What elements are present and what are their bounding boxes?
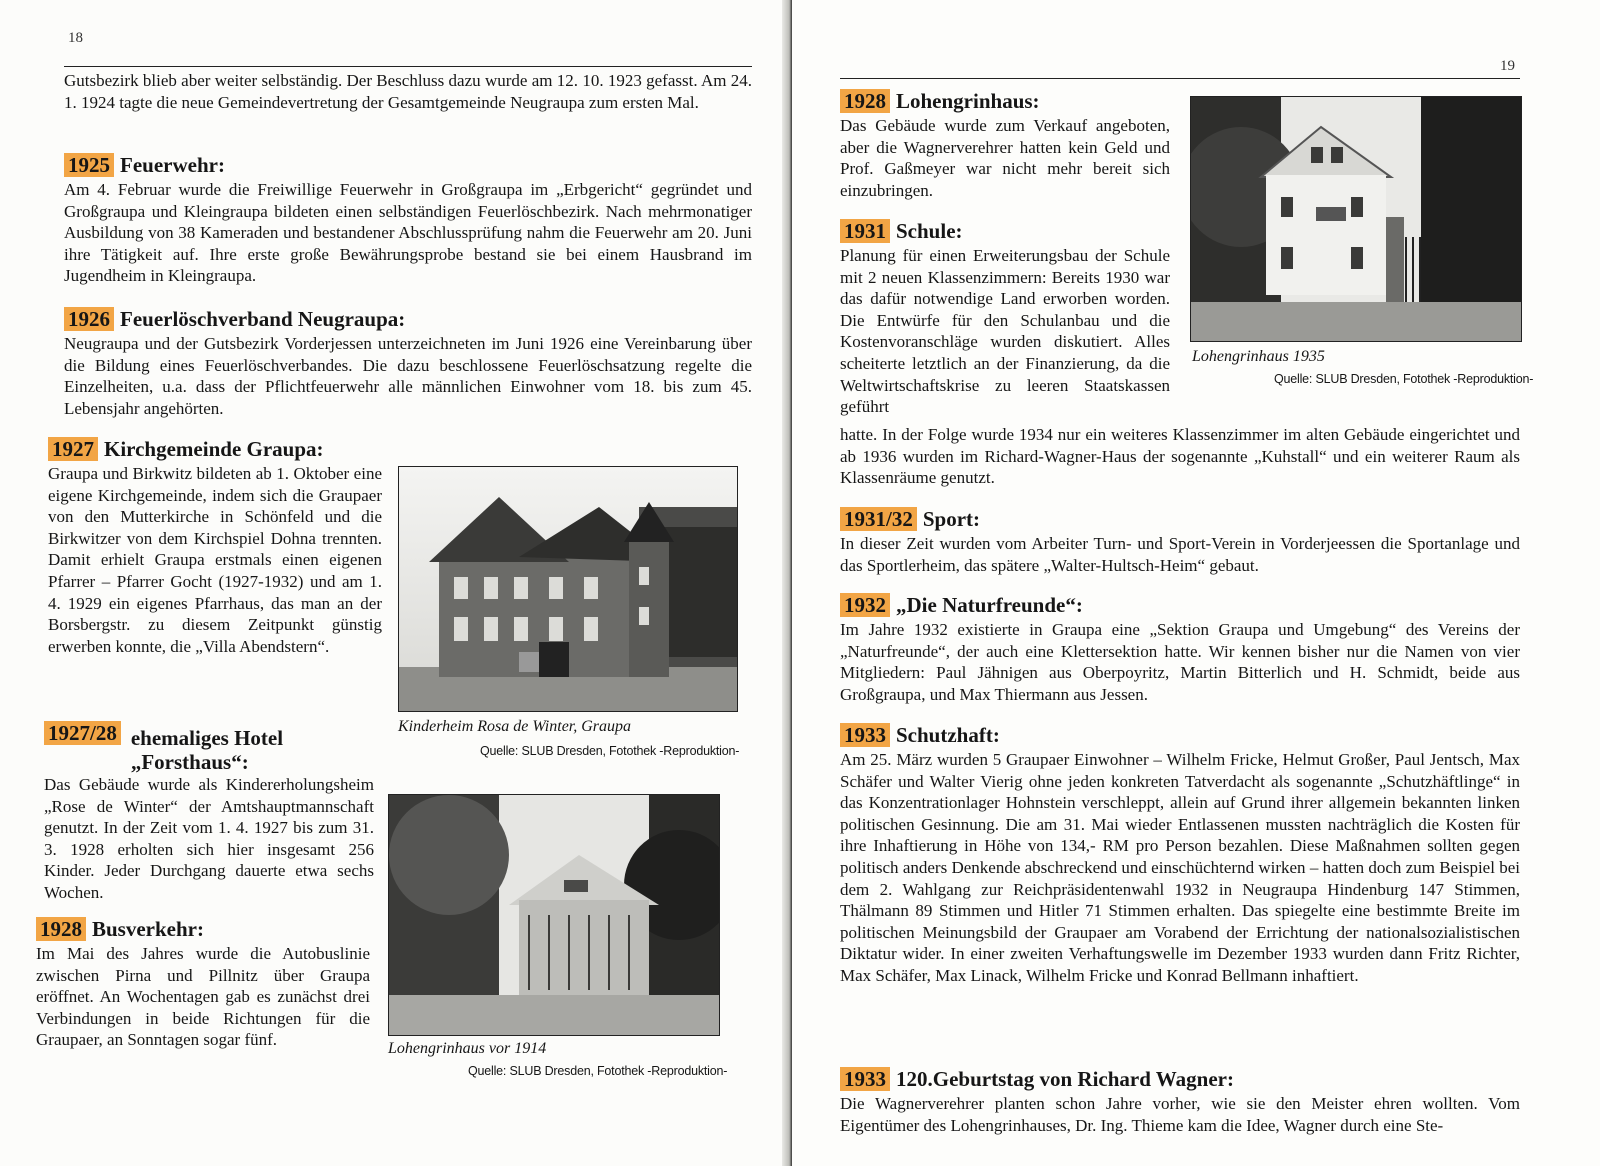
entry-body: Im Mai des Jahres wurde die Autobuslinie zwischen Pirna und Pillnitz über Graupa eröffnet. An Wochentagen gab es zunächst drei Verbindungen in beide Richtungen für die Graupaer, an Sonntagen sogar fünf. xyxy=(36,944,370,1050)
entry-body: Am 4. Februar wurde die Freiwillige Feuerwehr in Großgraupa im „Erbgericht“ gegründet und Großgraupa und Kleingraupa bildeten einen selbständigen Feuerlöschbezirk. Nach mehrmonatiger Ausbildung von 38 Kameraden und bestandener Abschlussprüfung nahm die Feuerwehr am 20. Juni ihre Tätigkeit auf. Ihre erste große Bewährungsprobe bestand sie bei einem Hausbrand im Jugendheim in Kleingraupa. xyxy=(64,180,752,286)
year-badge: 1931 xyxy=(840,219,890,243)
entry-1933-wagner xyxy=(840,1066,1520,1136)
year-badge: 1931/32 xyxy=(840,507,917,531)
year-badge: 1926 xyxy=(64,307,114,331)
entry-title-line1: ehemaliges Hotel xyxy=(130,726,284,750)
year-badge: 1932 xyxy=(840,593,890,617)
entry-title: Schule: xyxy=(896,219,963,243)
entry-1925 xyxy=(64,152,752,287)
entry-1927-28 xyxy=(44,720,374,904)
year-badge: 1927 xyxy=(48,437,98,461)
photo-source: Quelle: SLUB Dresden, Fotothek -Reproduktion- xyxy=(480,744,740,758)
page-number: 18 xyxy=(68,30,83,46)
entry-body: Die Wagnerverehrer planten schon Jahre vorher, wie sie den Meister ehren wollten. Vom Eigentümer des Lohengrinhauses, Dr. Ing. Thieme kam die Idee, Wagner durch eine Ste- xyxy=(840,1094,1520,1135)
entry-title: 120.Geburtstag von Richard Wagner: xyxy=(896,1067,1234,1091)
entry-title: Feuerwehr: xyxy=(120,153,225,177)
photo-caption: Lohengrinhaus 1935 xyxy=(1192,348,1325,365)
photo-caption: Kinderheim Rosa de Winter, Graupa xyxy=(398,718,632,735)
right-page xyxy=(792,0,1600,1166)
year-badge: 1925 xyxy=(64,153,114,177)
photo-lohengrinhaus-1914 xyxy=(388,794,720,1036)
photo-source: Quelle: SLUB Dresden, Fotothek -Reproduktion- xyxy=(468,1064,728,1078)
entry-body: Graupa und Birkwitz bildeten ab 1. Oktober eine eigene Kirchgemeinde, indem sich die Graupaer von den Mutterkirche in Schönfeld und die Birkwitzer von dem Kirchspiel Dohna trennten. Damit erhielt Graupa erstmals einen eigenen Pfarrer – Pfarrer Gocht (1927-1932) und am 1. 4. 1929 ein eigenes Pfarrhaus, das man an der Borsbergstr. zu diesem Zeitpunkt günstig erwerben konnte, die „Villa Abendstern“. xyxy=(48,464,382,656)
lohengrinhaus-1914-image xyxy=(389,795,719,1035)
entry-body: Neugraupa und der Gutsbezirk Vorderjessen unterzeichneten im Juni 1926 eine Vereinbarung über die Bildung eines Feuerlöschverbandes. Die dazu beschlossene Feuerlöschsatzung regelte die Einzelheiten, u.a. dass der Pflichtfeuerwehr alle männlichen Einwohner vom 18. bis zum 45. Lebensjahr angehörten. xyxy=(64,334,752,418)
entry-body: Das Gebäude wurde zum Verkauf angeboten, aber die Wagnerverehrer hatten kein Geld und Prof. Gaßmeyer war nicht mehr bereit sich einzubringen. xyxy=(840,116,1170,200)
entry-title-line2: „Forsthaus“: xyxy=(130,750,249,774)
entry-body: In dieser Zeit wurden vom Arbeiter Turn- und Sport-Verein in Vorderjeessen die Sportanlage und das Sportlerheim, das spätere „Walter-Hultsch-Heim“ gebaut. xyxy=(840,534,1520,575)
intro-paragraph: Gutsbezirk blieb aber weiter selbständig. Der Beschluss dazu wurde am 12. 10. 1923 gefasst. Am 24. 1. 1924 tagte die neue Gemeindevertretung der Gesamtgemeinde Neugraupa zum ersten Mal. xyxy=(64,71,752,112)
photo-caption: Lohengrinhaus vor 1914 xyxy=(388,1040,547,1057)
entry-body: Das Gebäude wurde als Kindererholungsheim „Rose de Winter“ der Amtshauptmannschaft genutzt. In der Zeit vom 1. 4. 1927 bis zum 31. 3. 1928 erholten sich hier insgesamt 256 Kinder. Jeder Durchgang dauerte etwa sechs Wochen. xyxy=(44,775,374,902)
left-page xyxy=(0,0,790,1166)
entry-1928-bus xyxy=(36,916,370,1051)
year-badge: 1933 xyxy=(840,723,890,747)
entry-title: Schutzhaft: xyxy=(896,723,1000,747)
entry-1932 xyxy=(840,592,1520,705)
entry-body: Am 25. März wurden 5 Graupaer Einwohner – Wilhelm Fricke, Helmut Großer, Paul Jentsch, Max Schäfer und Walter Vierig ohne jeden konkreten Tatverdacht als sogenannte „Schutzhäftlinge“ in das Konzentrationlager Hohnstein verschleppt, allein auf Grund ihrer allgemein bekannten linken politischen Gesinnung. Die am 31. Mai wieder Entlassenen mussten nachträglich die Kosten für ihre Inhaftierung in Höhe von 134,- RM pro Person bezahlen. Diese Maßnahmen sollten gegen politisch anders Denkende abschreckend und einschüchternd wirken – hatten doch zum Beispiel bei dem 2. Wahlgang zur Reichpräsidentenwahl 1932 in Neugraupa Hindenburg 147 Stimmen, Thälmann 89 Stimmen und Hitler 71 Stimmen erhalten. Das spiegelte eine bestimmte Breite im politischen Meinungsbild der Graupaer am Vorabend der Errichtung der nationalsozialistischen Diktatur wider. In einer zweiten Verhaftungswelle im Dezember 1933 wurden dann Fritz Richter, Max Schäfer, Max Linack, Wilhelm Fricke und Konrad Bellmann inhaftiert. xyxy=(840,750,1520,985)
kinderheim-image xyxy=(399,467,737,711)
page-number: 19 xyxy=(1500,58,1515,74)
header-rule xyxy=(64,66,752,67)
entry-1928-lohengrinhaus xyxy=(840,88,1170,201)
entry-title: „Die Naturfreunde“: xyxy=(896,593,1083,617)
entry-1926 xyxy=(64,306,752,419)
entry-1927 xyxy=(48,436,382,657)
photo-lohengrinhaus-1935 xyxy=(1190,96,1522,342)
photo-source: Quelle: SLUB Dresden, Fotothek -Reproduktion- xyxy=(1274,372,1534,386)
year-badge: 1933 xyxy=(840,1067,890,1091)
header-rule xyxy=(840,78,1520,79)
entry-title: Busverkehr: xyxy=(92,917,204,941)
entry-title: Lohengrinhaus: xyxy=(896,89,1040,113)
year-badge: 1927/28 xyxy=(44,721,121,745)
entry-1931-continued: hatte. In der Folge wurde 1934 nur ein weiteres Klassenzimmer im alten Gebäude eingerichtet und ab 1936 wurden im Richard-Wagner-Haus der sogenannte „Kuhstall“ und ein weiterer Raum als Klassenräume genutzt. xyxy=(840,425,1520,488)
entry-body: Planung für einen Erweiterungsbau der Schule mit 2 neuen Klassenzimmern: Bereits 1930 war das dafür notwendige Land erworben worden. Die Entwürfe für den Schulanbau und die Kostenvoranschläge wurden diskutiert. Alles scheiterte letztlich an der Finanzierung, da die Weltwirtschaftskrise zu leeren Staatskassen geführt xyxy=(840,246,1170,417)
lohengrinhaus-1935-image xyxy=(1191,97,1521,341)
entry-title: Sport: xyxy=(922,507,981,531)
entry-title: Kirchgemeinde Graupa: xyxy=(104,437,324,461)
entry-1933-schutzhaft xyxy=(840,722,1520,987)
entry-1931-32 xyxy=(840,506,1520,576)
photo-kinderheim xyxy=(398,466,738,712)
entry-1931 xyxy=(840,218,1170,418)
year-badge: 1928 xyxy=(36,917,86,941)
entry-body: Im Jahre 1932 existierte in Graupa eine „Sektion Graupa und Umgebung“ des Vereins der „Naturfreunde“, der auch eine Klettersektion hatte. Wir kennen bisher nur die Namen von vier Mitgliedern: Paul Jähnigen aus Oberpoyritz, Martin Bitterlich und H. Schmidt, beide aus Großgraupa, und Max Thiermann aus Jessen. xyxy=(840,620,1520,704)
year-badge: 1928 xyxy=(840,89,890,113)
entry-title: Feuerlöschverband Neugraupa: xyxy=(120,307,406,331)
